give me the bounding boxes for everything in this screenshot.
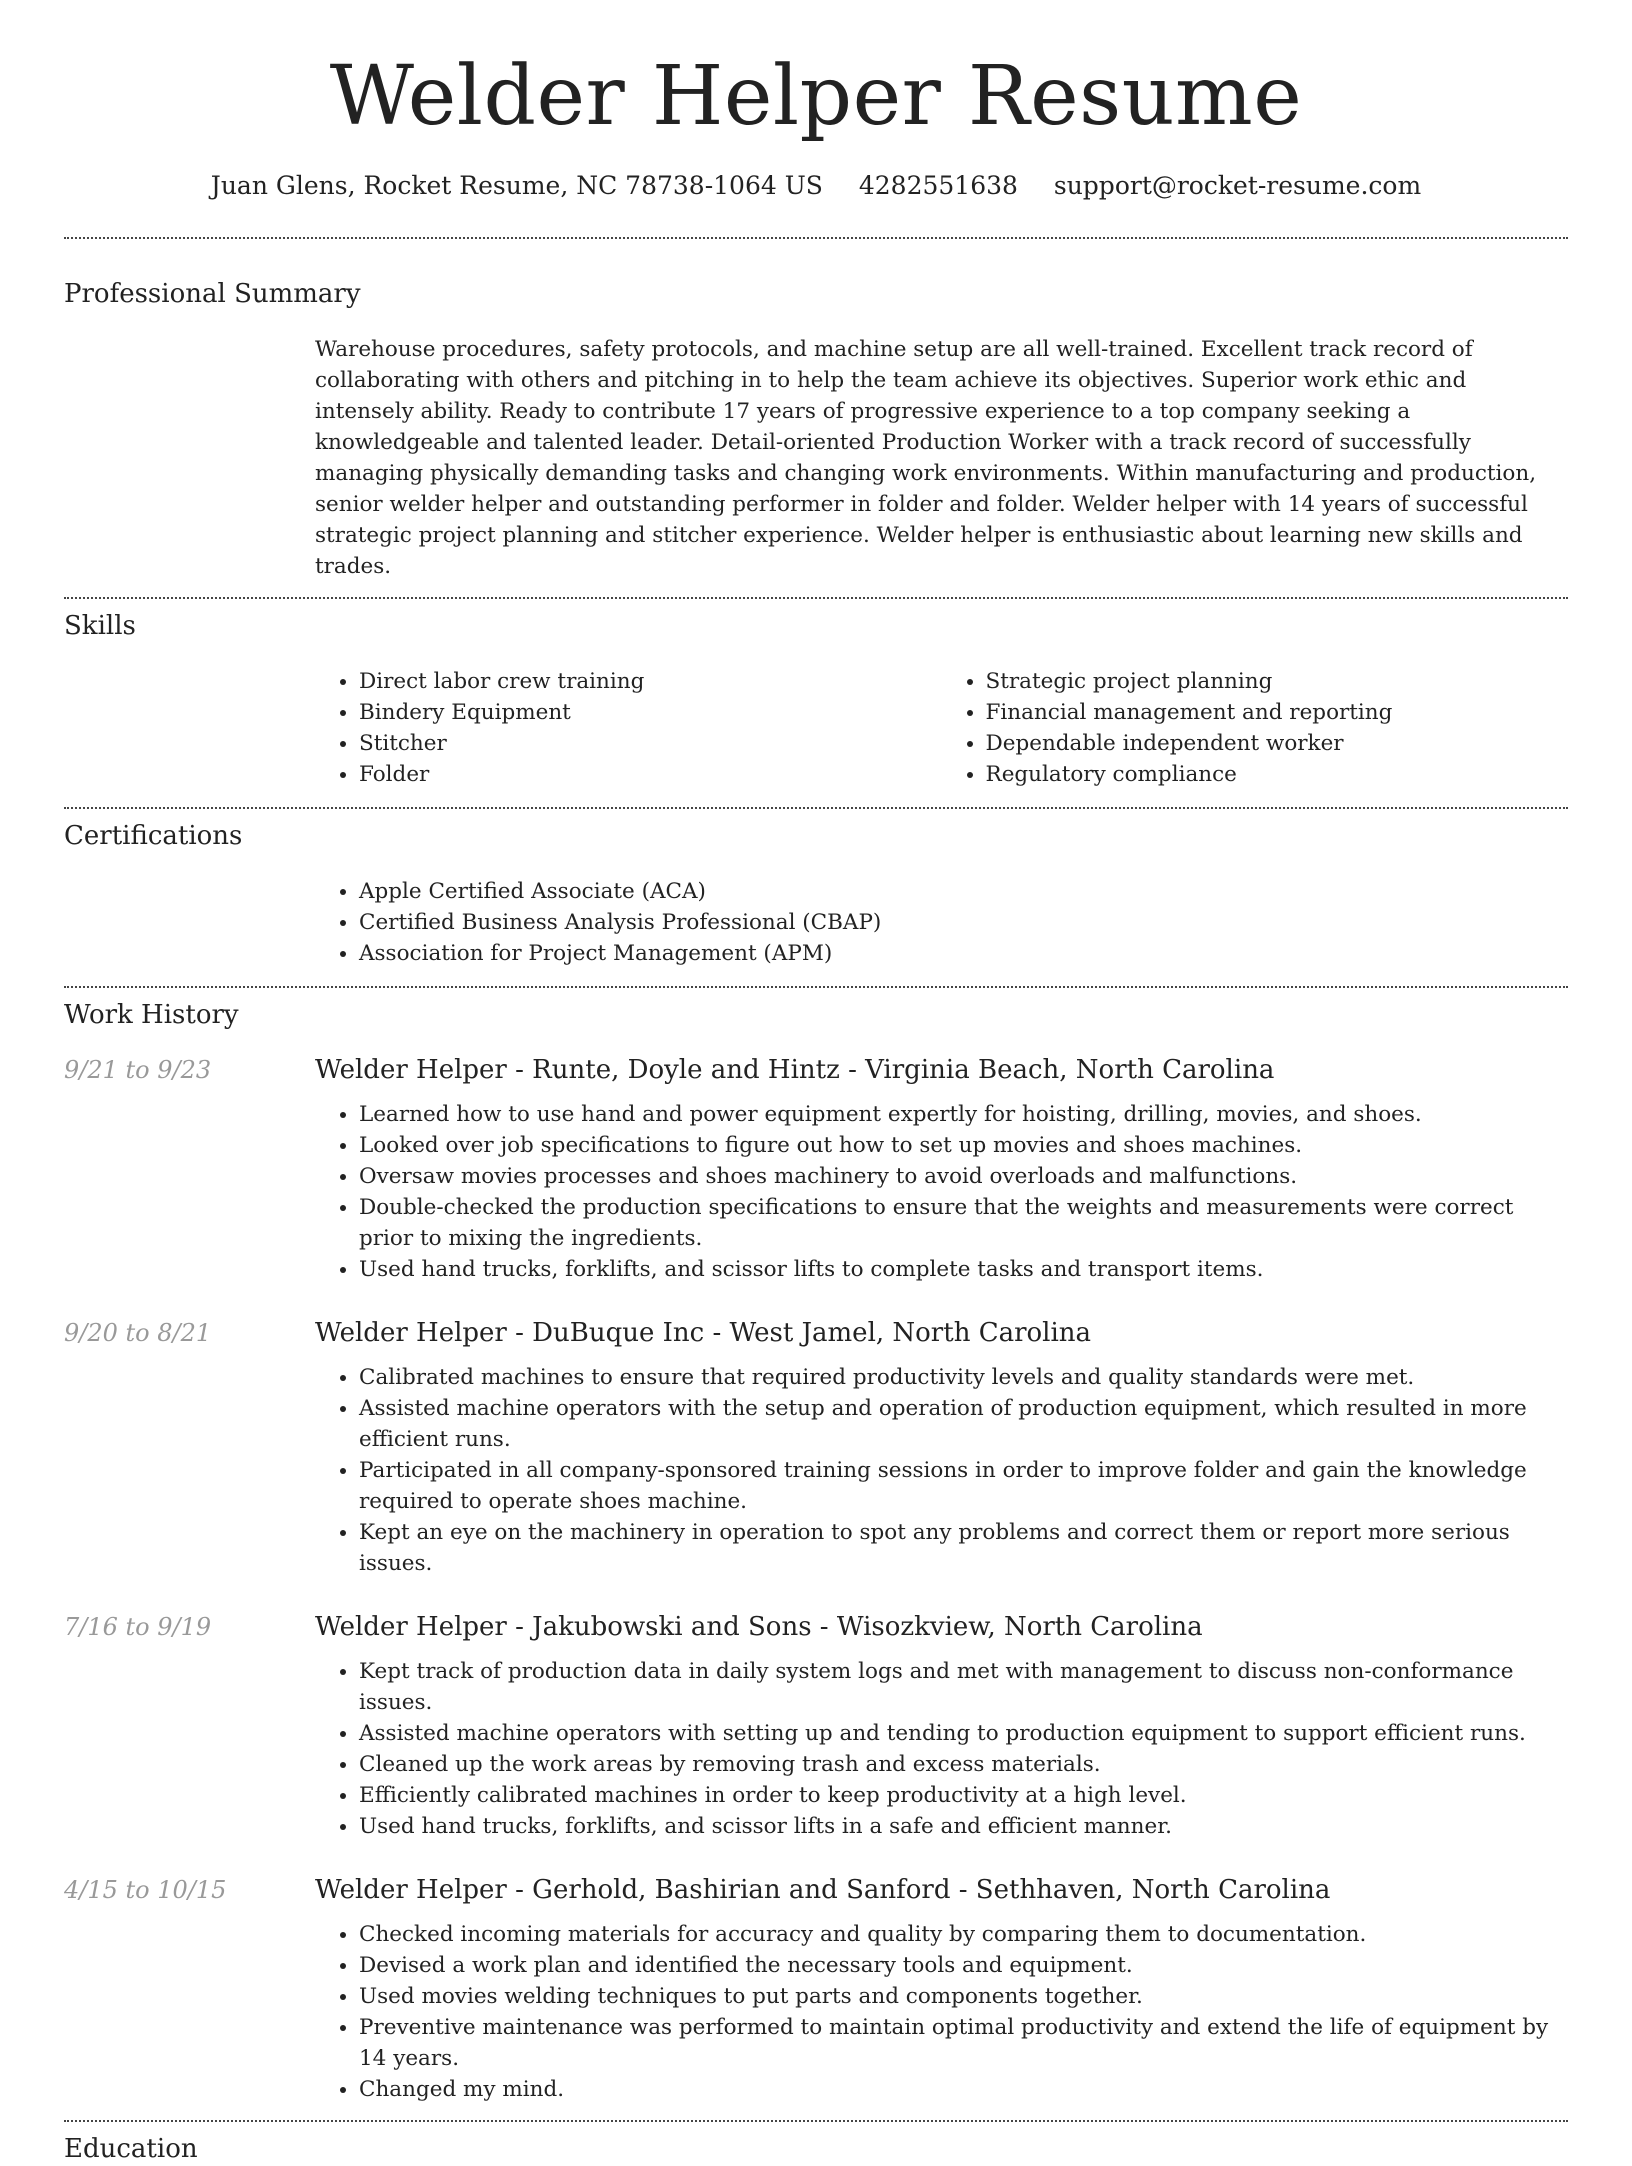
job-bullet: • Kept an eye on the machinery in operation to spot any problems and correct them or report more serious issues. <box>359 1517 1568 1579</box>
job-bullet: • Oversaw movies processes and shoes machinery to avoid overloads and malfunctions. <box>359 1161 1568 1192</box>
job-date: 4/15 to 10/15 <box>64 1876 227 1905</box>
job-bullet: • Used hand trucks, forklifts, and scissor lifts to complete tasks and transport items. <box>359 1254 1568 1285</box>
certifications-list <box>315 876 1568 969</box>
certification-item: • Apple Certified Associate (ACA) <box>359 876 1568 907</box>
job-bullets <box>315 1099 1568 1285</box>
education-section <box>64 2122 1568 2165</box>
skill-item: • Strategic project planning <box>986 666 1569 697</box>
job-bullet: • Looked over job specifications to figure out how to set up movies and shoes machines. <box>359 1130 1568 1161</box>
contact-phone: 4282551638 <box>858 171 1018 201</box>
certifications-heading: Certifications <box>64 821 243 852</box>
job-entry <box>64 1053 1568 1285</box>
job-bullet: • Kept track of production data in daily system logs and met with management to discuss non-conformance issues. <box>359 1656 1568 1718</box>
skill-item: • Regulatory compliance <box>986 759 1569 790</box>
certification-item: • Certified Business Analysis Professional (CBAP) <box>359 907 1568 938</box>
job-bullet: • Assisted machine operators with the setup and operation of production equipment, which resulted in more efficient runs. <box>359 1393 1568 1455</box>
job-bullets <box>315 1656 1568 1842</box>
job-bullet: • Double-checked the production specifications to ensure that the weights and measurements were correct prior to mixing the ingredients. <box>359 1192 1568 1254</box>
job-bullet: • Assisted machine operators with setting up and tending to production equipment to support efficient runs. <box>359 1718 1568 1749</box>
summary-text: Warehouse procedures, safety protocols, and machine setup are all well-trained. Excellent track record of collaborating with others and pitching in to help the team achieve its objectives. Superior work ethic and intensely ability. Ready to contribute 17 years of progressive experience to a top company seeking a knowledgeable and talented leader. Detail-oriented Production Worker with a track record of successfully managing physically demanding tasks and changing work environments. Within manufacturing and production, senior welder helper and outstanding performer in folder and folder. Welder helper with 14 years of successful strategic project planning and stitcher experience. Welder helper is enthusiastic about learning new skills and trades. <box>315 336 1537 579</box>
job-date: 9/21 to 9/23 <box>64 1056 212 1085</box>
job-bullet: • Efficiently calibrated machines in order to keep productivity at a high level. <box>359 1780 1568 1811</box>
job-date: 9/20 to 8/21 <box>64 1319 212 1348</box>
job-bullet: • Devised a work plan and identified the necessary tools and equipment. <box>359 1950 1568 1981</box>
contact-address: Juan Glens, Rocket Resume, NC 78738-1064 US <box>210 171 823 201</box>
job-bullet: • Preventive maintenance was performed to maintain optimal productivity and extend the life of equipment by 14 years. <box>359 2012 1568 2074</box>
skills-list-left <box>315 666 942 790</box>
job-date: 7/16 to 9/19 <box>64 1613 212 1642</box>
job-bullet: • Checked incoming materials for accuracy and quality by comparing them to documentation. <box>359 1919 1568 1950</box>
job-bullet: • Participated in all company-sponsored training sessions in order to improve folder and gain the knowledge required to operate shoes machine. <box>359 1455 1568 1517</box>
job-bullet: • Used movies welding techniques to put parts and components together. <box>359 1981 1568 2012</box>
skill-item: • Dependable independent worker <box>986 728 1569 759</box>
skills-heading: Skills <box>64 610 136 641</box>
skill-item: • Folder <box>359 759 942 790</box>
job-bullets <box>315 1362 1568 1579</box>
summary-heading: Professional Summary <box>64 278 361 309</box>
work-history-section <box>64 988 1568 2105</box>
job-bullet: • Calibrated machines to ensure that required productivity levels and quality standards were met. <box>359 1362 1568 1393</box>
skills-list-right <box>942 666 1569 790</box>
job-bullet: • Changed my mind. <box>359 2074 1568 2105</box>
job-entry <box>64 1610 1568 1842</box>
job-entry <box>64 1873 1568 2105</box>
skill-item: • Financial management and reporting <box>986 697 1569 728</box>
job-title: Welder Helper - Gerhold, Bashirian and Sanford - Sethhaven, North Carolina <box>315 1875 1331 1906</box>
certifications-section <box>64 809 1568 969</box>
job-entry <box>64 1316 1568 1579</box>
job-bullet: • Cleaned up the work areas by removing trash and excess materials. <box>359 1749 1568 1780</box>
job-title: Welder Helper - Jakubowski and Sons - Wisozkview, North Carolina <box>315 1612 1203 1643</box>
skills-section <box>64 599 1568 790</box>
education-heading: Education <box>64 2134 198 2165</box>
summary-section <box>64 239 1568 582</box>
resume-title: Welder Helper Resume <box>329 49 1303 144</box>
certification-item: • Association for Project Management (APM) <box>359 938 1568 969</box>
skill-item: • Bindery Equipment <box>359 697 942 728</box>
contact-line <box>64 170 1568 203</box>
job-bullet: • Learned how to use hand and power equipment expertly for hoisting, drilling, movies, and shoes. <box>359 1099 1568 1130</box>
contact-email: support@rocket-resume.com <box>1053 171 1422 201</box>
job-title: Welder Helper - DuBuque Inc - West Jamel, North Carolina <box>315 1318 1092 1349</box>
job-title: Welder Helper - Runte, Doyle and Hintz - Virginia Beach, North Carolina <box>315 1055 1275 1086</box>
skill-item: • Direct labor crew training <box>359 666 942 697</box>
skill-item: • Stitcher <box>359 728 942 759</box>
work-history-heading: Work History <box>64 1000 239 1031</box>
job-bullet: • Used hand trucks, forklifts, and scissor lifts in a safe and efficient manner. <box>359 1811 1568 1842</box>
job-bullets <box>315 1919 1568 2105</box>
